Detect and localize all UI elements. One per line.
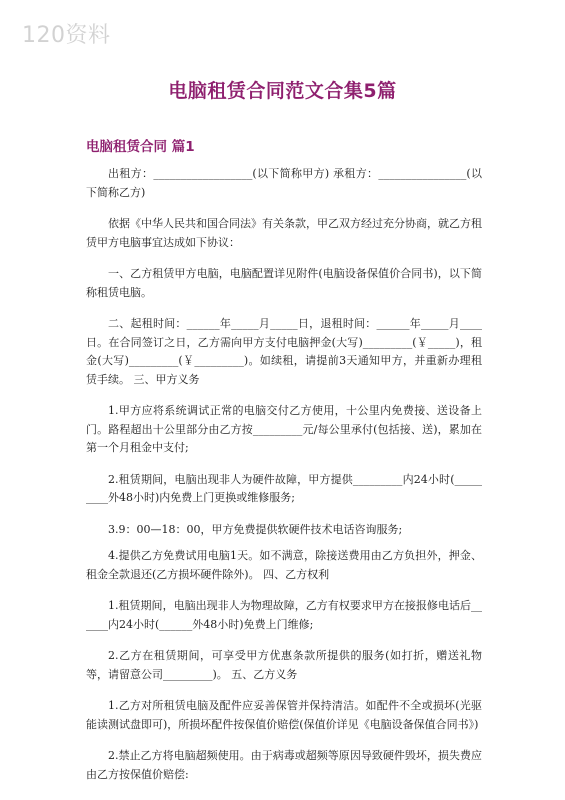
paragraph-lessee-right-1: 1.租赁期间，电脑出现非人为物理故障，乙方有权要求甲方在接报修电话后______内24小时(______外48小时)免费上门维修; xyxy=(86,599,482,631)
paragraph-lessee-duty-1: 1.乙方对所租赁电脑及配件应妥善保管并保持清洁。如配件不全或损坏(光驱能读测试盘即可)，所损坏配件按保值价赔偿(保值价详见《电脑设备保值合同书》) xyxy=(86,699,482,731)
paragraph-clause-1: 一、乙方租赁甲方电脑，电脑配置详见附件(电脑设备保值价合同书)，以下简称租赁电脑。 xyxy=(86,267,482,299)
paragraph-lessor-duty-3: 3.9：00—18：00，甲方免费提供软硬件技术电话咨询服务; xyxy=(108,522,403,536)
paragraph-preamble: 依据《中华人民共和国合同法》有关条款，甲乙双方经过充分协商，就乙方租赁甲方电脑事宜达成如下协议： xyxy=(86,217,482,249)
paragraph-lessor-duty-1: 1.甲方应将系统调试正常的电脑交付乙方使用，十公里内免费接、送设备上门。路程超出十公里部分由乙方按_________元/每公里承付(包括接、送)，累加在第一个月租金中支付; xyxy=(86,404,482,454)
paragraph-lessor-duty-4: 4.提供乙方免费试用电脑1天。如不满意，除接送费用由乙方负担外，押金、租金全款退还(乙方损坏硬件除外)。 四、乙方权利 xyxy=(86,549,482,581)
paragraph-lessee-right-2: 2.乙方在租赁期间，可享受甲方优惠条款所提供的服务(如打折，赠送礼物等，请留意公司_________)。 五、乙方义务 xyxy=(86,649,482,681)
watermark: 120资料 xyxy=(22,23,111,48)
paragraph-lessor-duty-2: 2.租赁期间，电脑出现非人为硬件故障，甲方提供_________内24小时(_________外48小时)内免费上门更换或维修服务; xyxy=(86,472,482,504)
document-title: 电脑租赁合同范文合集5篇 xyxy=(168,80,397,102)
paragraph-clause-2: 二、起租时间：______年_____月_____日，退租时间：______年_____月____日。在合同签订之日，乙方需向甲方支付电脑押金(大写)_________(￥_____)，租金(大写)_________(￥_________)。如续租，请提前3天通知甲方，并重新办理租赁手续。 三、甲方义务 xyxy=(86,317,482,386)
document-body xyxy=(86,165,482,797)
section-heading: 电脑租赁合同 篇1 xyxy=(86,139,195,155)
paragraph-lessee-duty-2: 2.禁止乙方将电脑超频使用。由于病毒或超频等原因导致硬件毁坏，损失费应由乙方按保值价赔偿: xyxy=(86,749,482,781)
paragraph-parties: 出租方：__________________(以下简称甲方) 承租方：________________(以下简称乙方) xyxy=(86,167,482,199)
